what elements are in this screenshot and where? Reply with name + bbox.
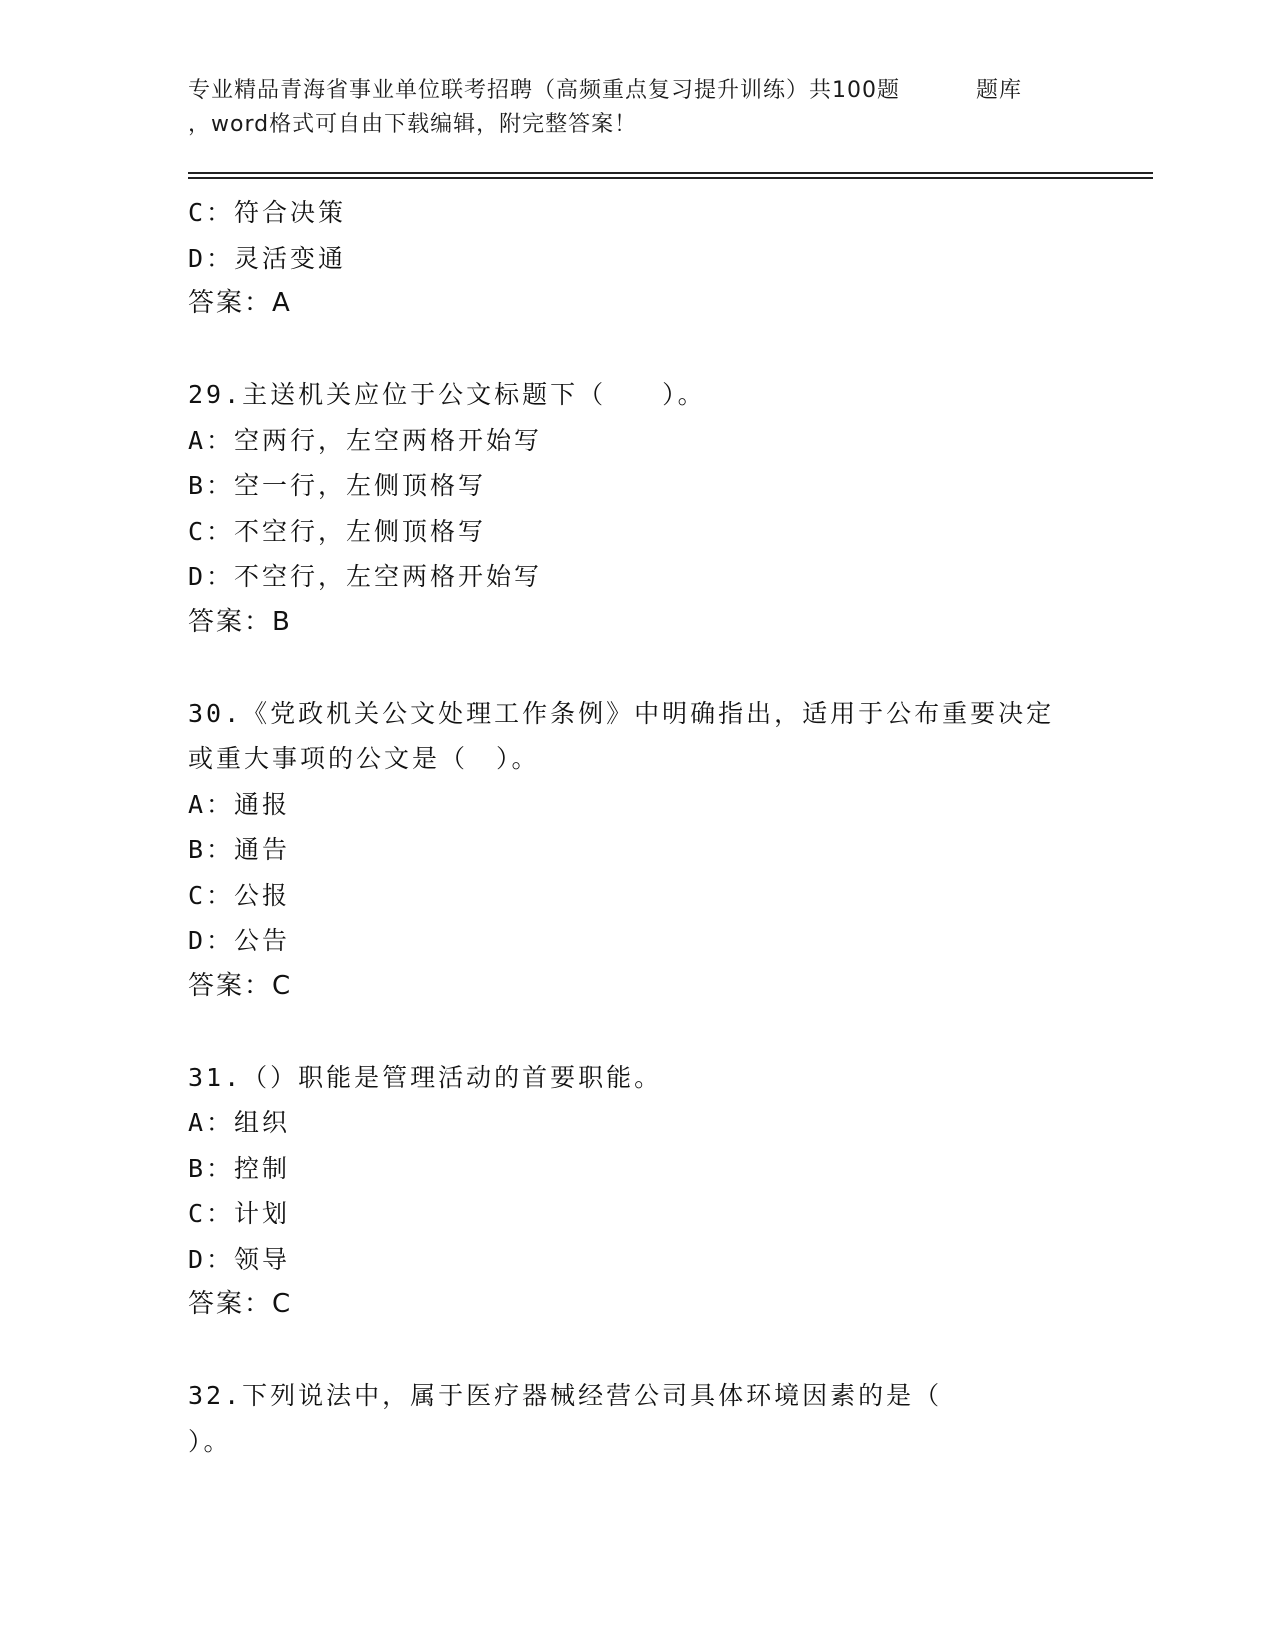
option-d: D：领导 — [188, 1244, 291, 1274]
question-stem-line2: 或重大事项的公文是（ ）。 — [188, 744, 540, 773]
answer-line: 答案：C — [188, 970, 293, 1001]
option-a: A：空两行，左空两格开始写 — [188, 425, 543, 455]
option-b: B：通告 — [188, 835, 291, 864]
question-stem: 31.（）职能是管理活动的首要职能。 — [188, 1062, 663, 1092]
answer-line: 答案：C — [188, 1289, 293, 1319]
question-31 — [188, 1055, 1088, 1328]
option-a: A：通报 — [188, 789, 291, 819]
option-d: D：公告 — [188, 926, 291, 955]
spacer — [188, 1009, 1088, 1055]
question-32 — [188, 1373, 1088, 1464]
document-subtitle: ，word格式可自由下载编辑，附完整答案！ — [188, 112, 638, 137]
question-stem-line1: 32.下列说法中，属于医疗器械经营公司具体环境因素的是（ — [188, 1381, 943, 1410]
question-stem-line1: 30.《党政机关公文处理工作条例》中明确指出，适用于公布重要决定 — [188, 698, 1055, 728]
spacer — [188, 327, 1088, 373]
option-d: D：灵活变通 — [188, 243, 347, 273]
header-divider-bottom — [188, 177, 1153, 179]
option-a: A：组织 — [188, 1108, 291, 1137]
question-stem: 29.主送机关应位于公文标题下（ ）。 — [188, 380, 706, 409]
option-c: C：不空行，左侧顶格写 — [188, 516, 487, 546]
option-d: D：不空行，左空两格开始写 — [188, 562, 543, 591]
option-c: C：计划 — [188, 1199, 291, 1228]
spacer — [188, 1328, 1088, 1374]
option-b: B：空一行，左侧顶格写 — [188, 471, 487, 500]
question-29 — [188, 372, 1088, 645]
answer-line: 答案：B — [188, 606, 292, 637]
option-c: C：符合决策 — [188, 198, 347, 227]
header-divider-top — [188, 172, 1153, 174]
question-content — [188, 190, 1088, 1464]
question-stem-line2: ）。 — [188, 1426, 232, 1456]
option-b: B：控制 — [188, 1153, 291, 1183]
option-c: C：公报 — [188, 880, 291, 910]
answer-line: 答案：A — [188, 288, 292, 318]
spacer — [188, 645, 1088, 691]
question-bank-label: 题库 — [976, 78, 1023, 103]
document-title: 专业精品青海省事业单位联考招聘（高频重点复习提升训练）共100题 — [188, 78, 900, 103]
page-header — [188, 74, 1148, 142]
question-30 — [188, 691, 1088, 1010]
